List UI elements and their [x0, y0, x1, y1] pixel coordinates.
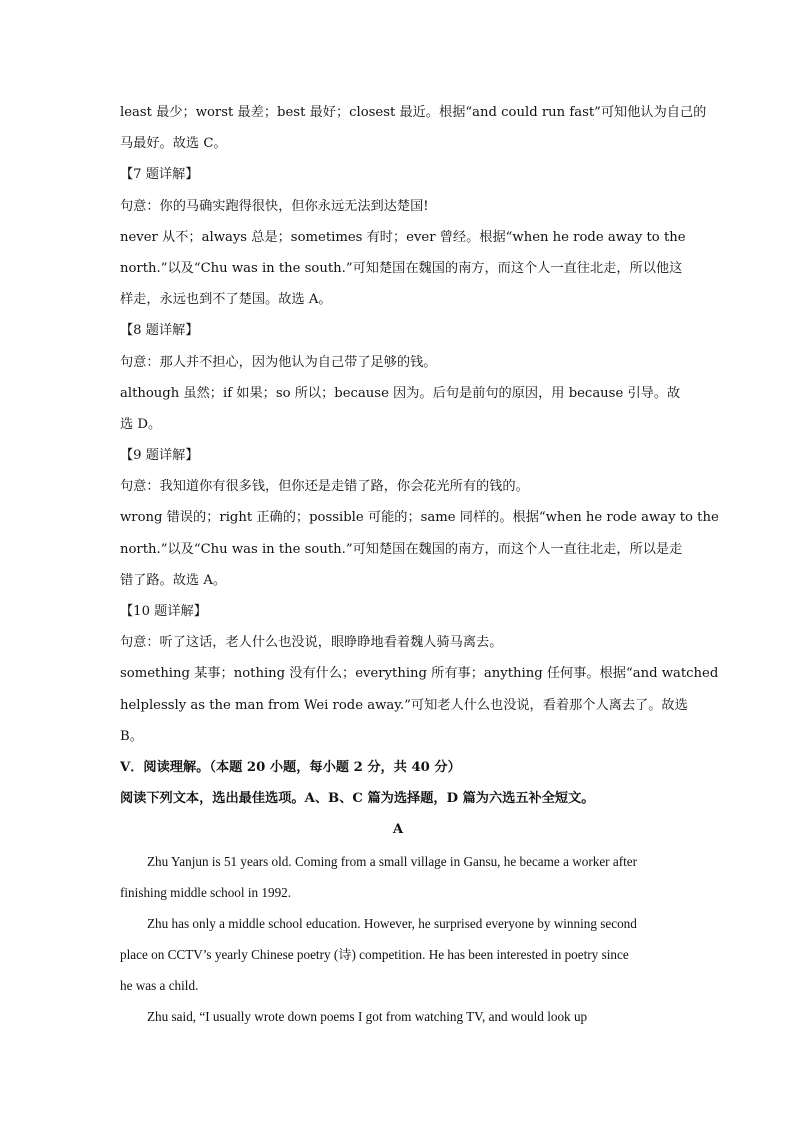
section-heading-q7: 【7 题详解】 [120, 167, 199, 183]
passage-text-line: Zhu has only a middle school education. However, he surprised everyone by winning second [147, 915, 637, 931]
section-heading-q8: 【8 题详解】 [120, 323, 199, 339]
text-line: wrong 错误的；right 正确的；possible 可能的；same 同样的。根据“when he rode away to the [120, 510, 719, 526]
passage-text-line: place on CCTV’s yearly Chinese poetry (诗) competition. He has been interested in poetry since [120, 947, 629, 963]
text-line: B。 [120, 728, 143, 744]
document-body [120, 97, 719, 1033]
passage-text-line: Zhu said, “I usually wrote down poems I got from watching TV, and would look up [147, 1009, 588, 1025]
passage-text-line: he was a child. [120, 978, 199, 994]
text-line: 错了路。故选 A。 [120, 572, 227, 588]
text-line: north.”以及“Chu was in the south.”可知楚国在魏国的南方，而这个人一直往北走，所以是走 [120, 541, 683, 557]
text-line: least 最少；worst 最差；best 最好；closest 最近。根据“and could run fast”可知他认为自己的 [120, 105, 707, 120]
section-title-reading: V．阅读理解。（本题 20 小题，每小题 2 分，共 40 分） [120, 759, 461, 775]
section-heading-q10: 【10 题详解】 [120, 604, 207, 619]
text-line: 句意：听了这话，老人什么也没说，眼睁睁地看着魏人骑马离去。 [120, 635, 503, 651]
text-line: 样走，永远也到不了楚国。故选 A。 [120, 292, 332, 308]
passage-text-line: Zhu Yanjun is 51 years old. Coming from a small village in Gansu, he became a worker after [147, 853, 638, 869]
text-line: helplessly as the man from Wei rode away.”可知老人什么也没说，看着那个人离去了。故选 [120, 697, 688, 713]
text-line: 马最好。故选 C。 [120, 136, 227, 152]
text-line: 句意：你的马确实跑得很快，但你永远无法到达楚国! [120, 198, 429, 214]
reading-instructions: 阅读下列文本，选出最佳选项。A、B、C 篇为选择题，D 篇为六选五补全短文。 [120, 791, 595, 807]
text-line: 句意：我知道你有很多钱，但你还是走错了路，你会花光所有的钱的。 [120, 479, 529, 495]
text-line: north.”以及“Chu was in the south.”可知楚国在魏国的南方，而这个人一直往北走，所以他这 [120, 260, 683, 276]
text-line: never 从不；always 总是；sometimes 有时；ever 曾经。根据“when he rode away to the [120, 229, 686, 245]
text-line: 句意：那人并不担心，因为他认为自己带了足够的钱。 [120, 354, 437, 370]
passage-text-line: finishing middle school in 1992. [120, 884, 292, 900]
passage-label-a: A [392, 822, 404, 838]
section-heading-q9: 【9 题详解】 [120, 448, 199, 464]
text-line: something 某事；nothing 没有什么；everything 所有事；anything 任何事。根据“and watched [120, 666, 719, 682]
text-line: 选 D。 [120, 416, 162, 432]
text-line: although 虽然；if 如果；so 所以；because 因为。后句是前句的原因，用 because 引导。故 [120, 385, 681, 401]
